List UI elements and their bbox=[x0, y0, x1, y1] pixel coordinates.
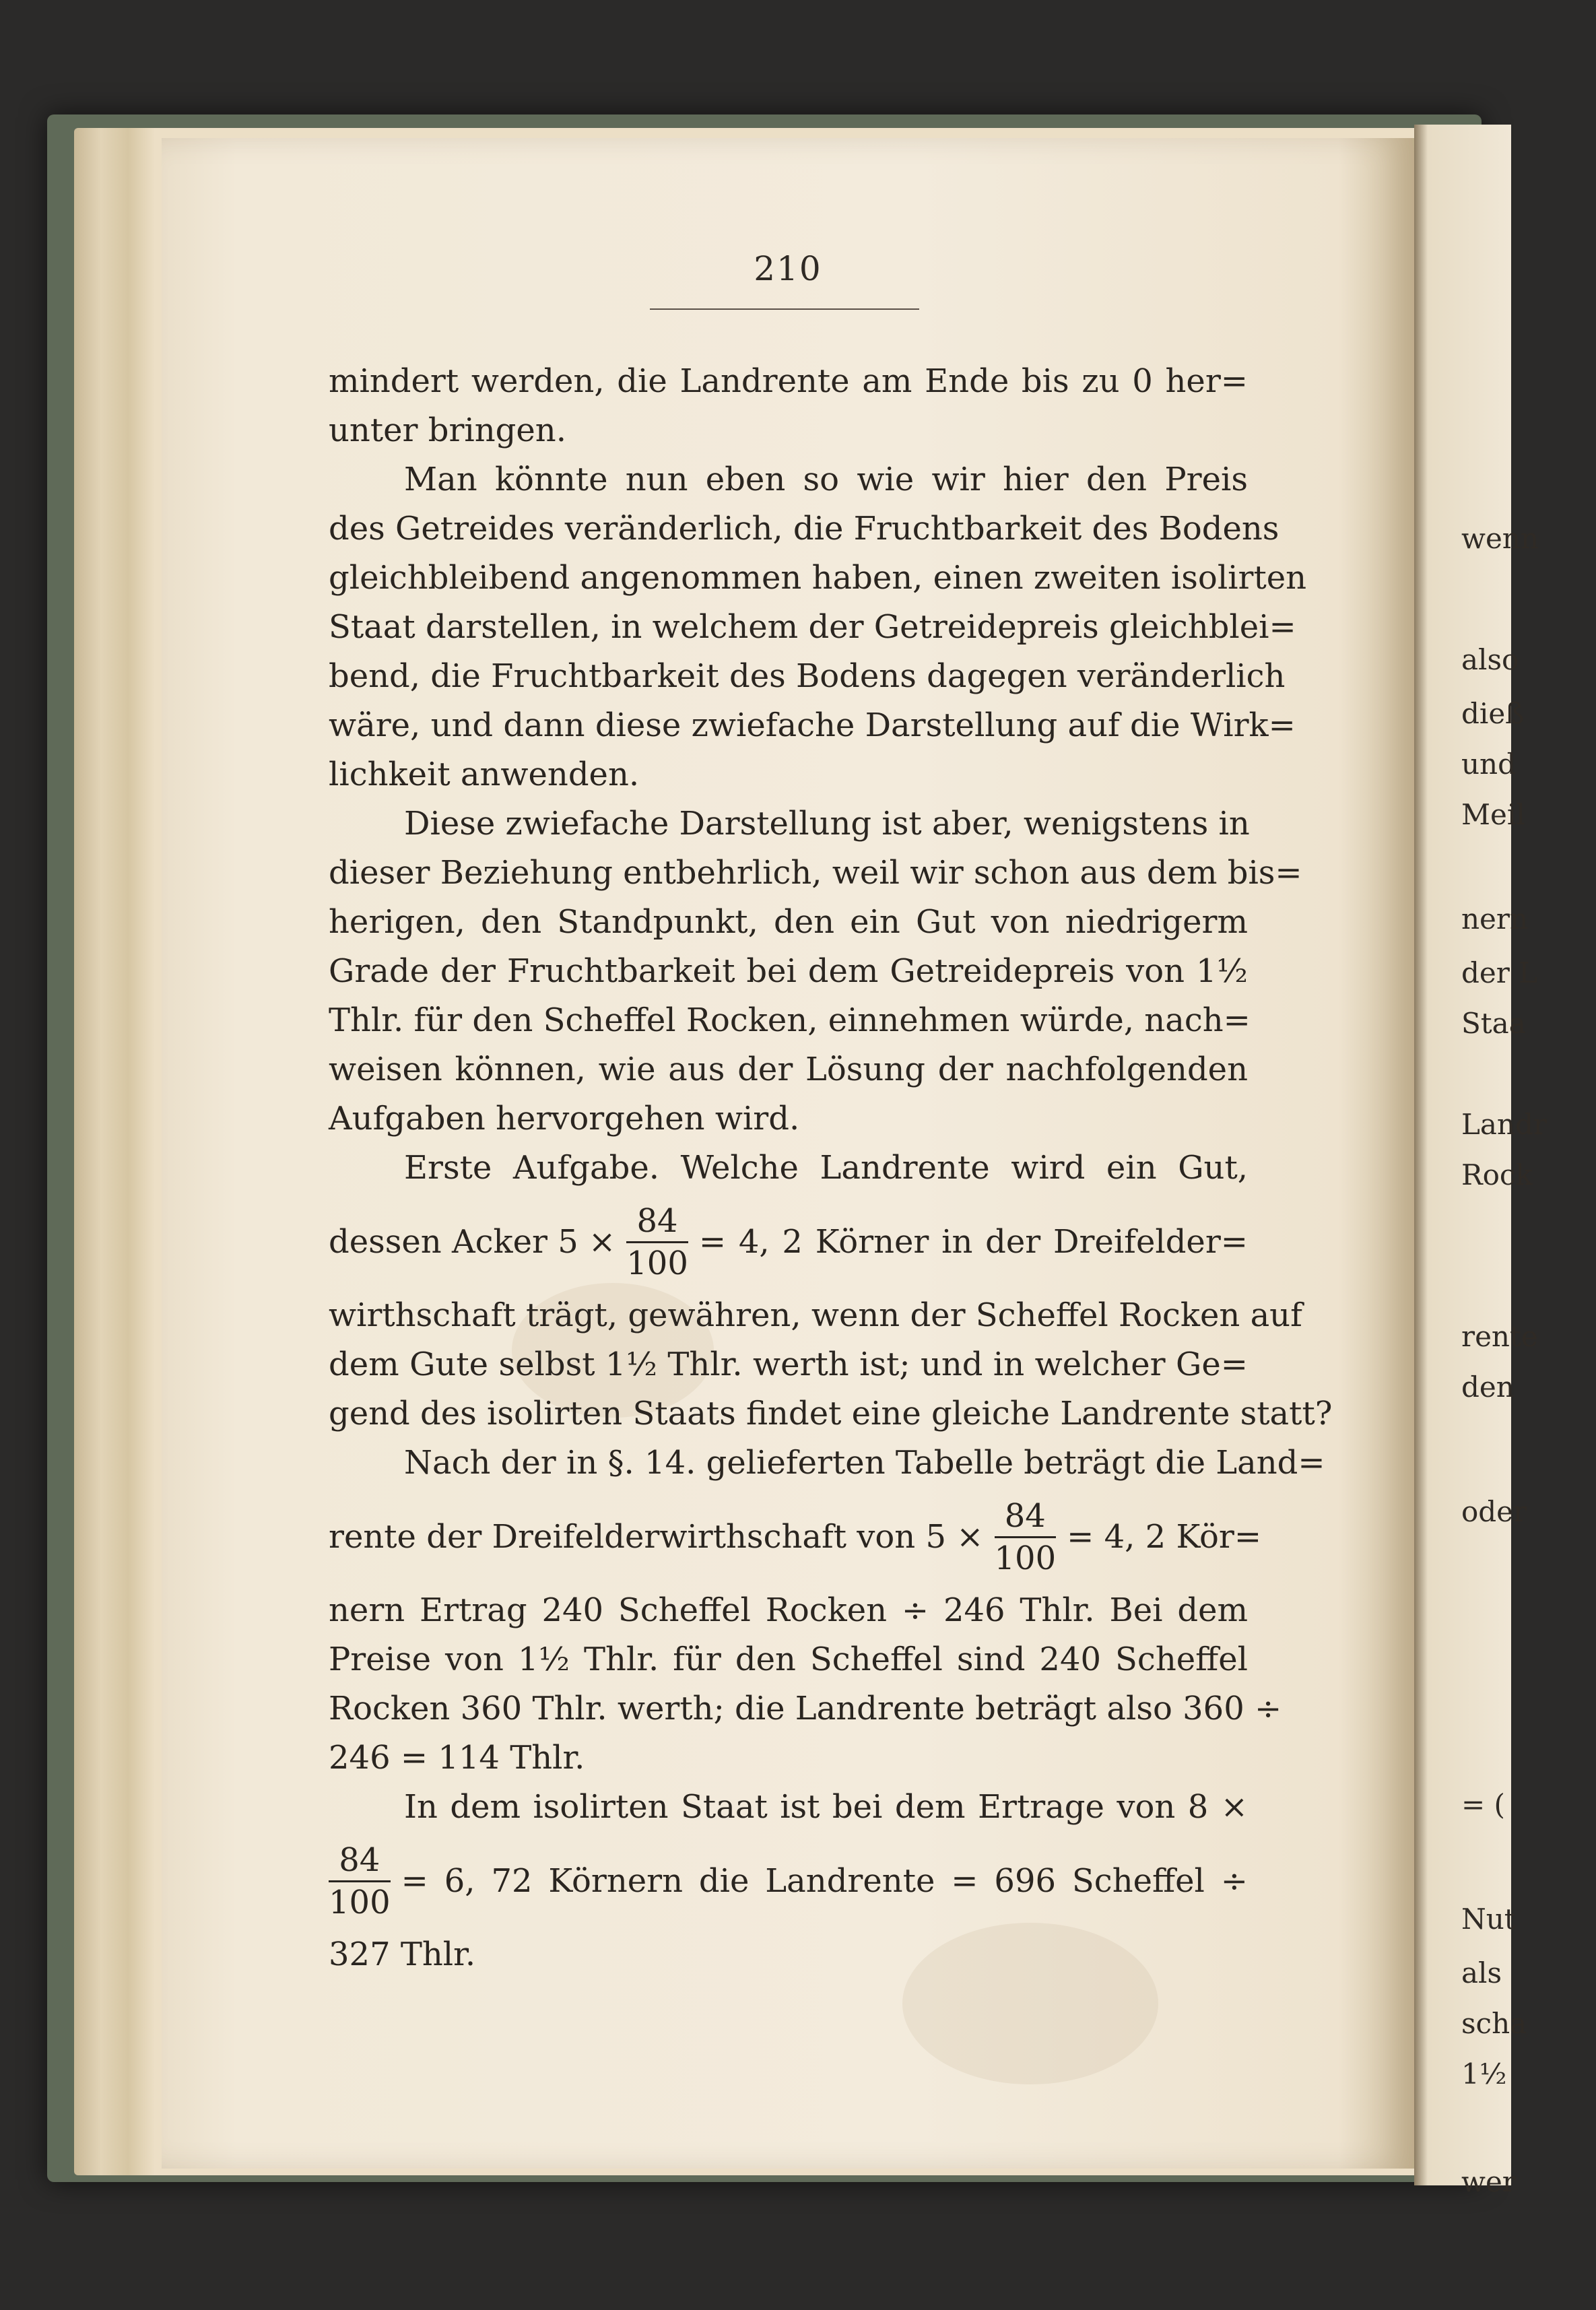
facing-page-fragment: als bbox=[1461, 1956, 1502, 1989]
fraction-numerator: 84 bbox=[329, 1844, 391, 1882]
facing-page-edge bbox=[1414, 125, 1547, 2198]
facing-page-fragment: wenn bbox=[1461, 522, 1539, 555]
fraction-numerator: 84 bbox=[626, 1205, 688, 1243]
text-line: 246 = 114 Thlr. bbox=[329, 1739, 585, 1777]
facing-page-fragment: 1½ bbox=[1461, 2057, 1507, 2090]
text-line: wäre, und dann diese zwiefache Darstellung auf die Wirk= bbox=[329, 706, 1296, 744]
fraction bbox=[626, 1201, 688, 1282]
text-line: nern Ertrag 240 Scheffel Rocken ÷ 246 Thlr. Bei dem bbox=[329, 1591, 1248, 1629]
facing-page-fragment: Meil bbox=[1461, 798, 1525, 831]
text-line: Rocken 360 Thlr. werth; die Landrente beträgt also 360 ÷ bbox=[329, 1690, 1282, 1727]
facing-page-fragment: Nut bbox=[1461, 1903, 1516, 1936]
text-line: gleichbleibend angenommen haben, einen zweiten isolirten bbox=[329, 559, 1307, 597]
text-line: gend des isolirten Staats findet eine gleiche Landrente statt? bbox=[329, 1395, 1333, 1432]
formula-line-1 bbox=[329, 1193, 1248, 1291]
text-line: bend, die Fruchtbarkeit des Bodens dagegen veränderlich bbox=[329, 657, 1286, 695]
facing-page-fragment: wer bbox=[1461, 2165, 1516, 2198]
text-line: dieser Beziehung entbehrlich, weil wir schon aus dem bis= bbox=[329, 854, 1302, 892]
facing-page-fragment: Landr bbox=[1461, 1108, 1547, 1141]
facing-page-fragment: Staa bbox=[1461, 1007, 1526, 1040]
formula-text: = 4, 2 Kör= bbox=[1067, 1517, 1262, 1556]
text-line: Preise von 1½ Thlr. für den Scheffel sind 240 Scheffel bbox=[329, 1641, 1248, 1678]
fraction bbox=[329, 1841, 391, 1921]
text-line: Aufgaben hervorgehen wird. bbox=[329, 1100, 800, 1137]
fraction-denominator: 100 bbox=[626, 1244, 688, 1282]
text-line: weisen können, wie aus der Lösung der nachfolgenden bbox=[329, 1051, 1248, 1088]
body-text bbox=[329, 357, 1333, 1979]
fraction-denominator: 100 bbox=[994, 1539, 1057, 1577]
facing-page-fragment: Rock bbox=[1461, 1158, 1533, 1191]
facing-page-fragment: also bbox=[1461, 643, 1519, 676]
text-line: In dem isolirten Staat ist bei dem Ertrage von 8 × bbox=[404, 1788, 1248, 1826]
formula-line-3 bbox=[329, 1832, 1248, 1930]
facing-page-fragment: den bbox=[1461, 1371, 1515, 1404]
formula-text: = 4, 2 Körner in der Dreifelder= bbox=[698, 1222, 1248, 1261]
text-line: Diese zwiefache Darstellung ist aber, wenigstens in bbox=[404, 805, 1250, 843]
fraction bbox=[994, 1496, 1057, 1577]
formula-text: dessen Acker 5 × bbox=[329, 1222, 616, 1261]
formula-text: rente der Dreifelderwirthschaft von 5 × bbox=[329, 1517, 984, 1556]
text-line: Grade der Fruchtbarkeit bei dem Getreidepreis von 1½ bbox=[329, 952, 1248, 990]
text-line: Nach der in §. 14. gelieferten Tabelle beträgt die Land= bbox=[404, 1444, 1325, 1482]
formula-line-2 bbox=[329, 1488, 1262, 1586]
text-line: Thlr. für den Scheffel Rocken, einnehmen würde, nach= bbox=[329, 1001, 1251, 1039]
fraction-numerator: 84 bbox=[995, 1500, 1057, 1538]
header-rule bbox=[650, 308, 919, 310]
facing-page-fragment: oder bbox=[1461, 1495, 1527, 1528]
facing-page-fragment: rente bbox=[1461, 1320, 1538, 1353]
formula-text: = 6, 72 Körnern die Landrente = 696 Scheffel ÷ bbox=[401, 1861, 1248, 1900]
text-line: 327 Thlr. bbox=[329, 1936, 476, 1973]
facing-page-fragment: und bbox=[1461, 748, 1516, 781]
facing-page-fragment: nern bbox=[1461, 902, 1529, 935]
text-line: lichkeit anwenden. bbox=[329, 756, 640, 793]
text-line: Erste Aufgabe. Welche Landrente wird ein Gut, bbox=[404, 1149, 1248, 1187]
page-number: 210 bbox=[754, 249, 822, 288]
text-line: unter bringen. bbox=[329, 411, 566, 449]
text-line: mindert werden, die Landrente am Ende bis zu 0 her= bbox=[329, 362, 1248, 400]
facing-page-fragment: der L bbox=[1461, 956, 1538, 989]
facing-page-fragment: scha bbox=[1461, 2007, 1527, 2040]
text-line: Man könnte nun eben so wie wir hier den Preis bbox=[404, 461, 1248, 498]
text-line: herigen, den Standpunkt, den ein Gut von niedrigerm bbox=[329, 903, 1248, 941]
facing-page-fragment: = ( bbox=[1461, 1788, 1505, 1821]
text-line: dem Gute selbst 1½ Thlr. werth ist; und in welcher Ge= bbox=[329, 1346, 1248, 1383]
text-line: wirthschaft trägt, gewähren, wenn der Scheffel Rocken auf bbox=[329, 1296, 1302, 1334]
facing-page-fragment: dieß bbox=[1461, 697, 1525, 730]
fraction-denominator: 100 bbox=[329, 1883, 391, 1921]
text-line: Staat darstellen, in welchem der Getreidepreis gleichblei= bbox=[329, 608, 1296, 646]
text-line: des Getreides veränderlich, die Fruchtbarkeit des Bodens bbox=[329, 510, 1279, 548]
